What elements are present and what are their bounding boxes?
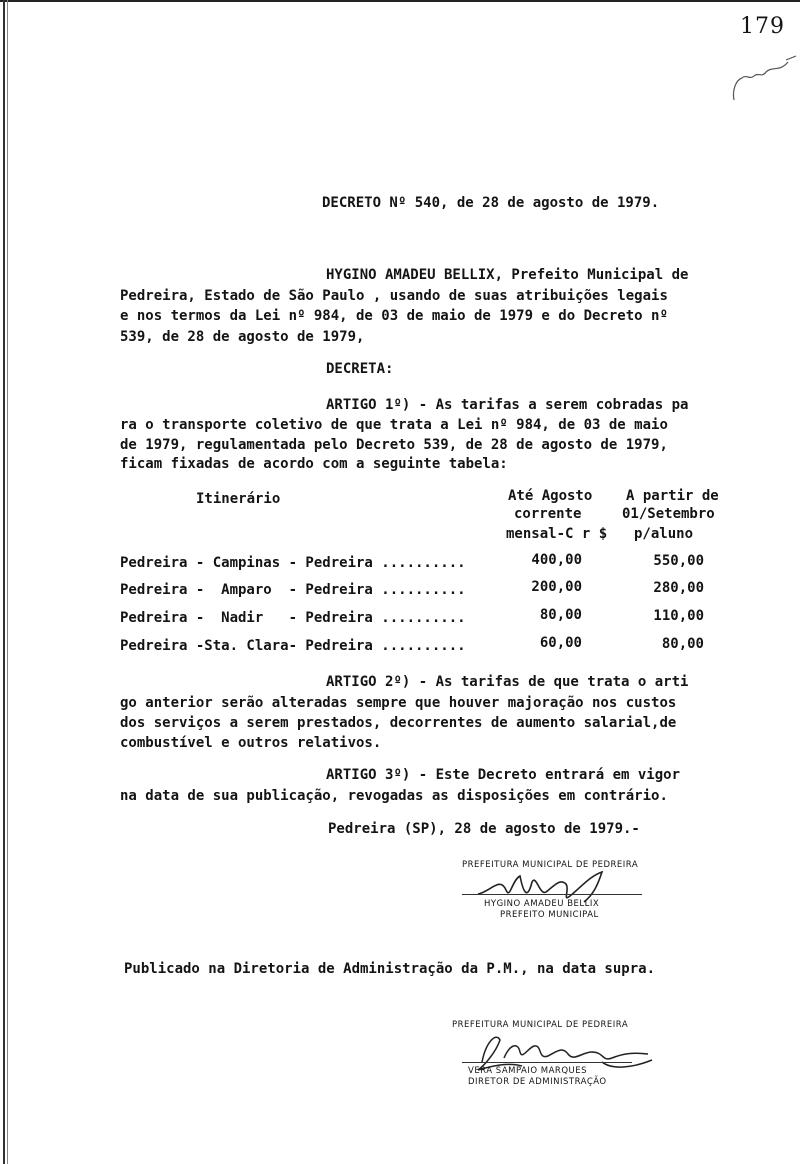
artigo3-line-2: na data de sua publicação, revogadas as disposições em contrário. (120, 788, 668, 804)
stamp-role: PREFEITO MUNICIPAL (500, 910, 599, 920)
preamble-line-4: 539, de 28 de agosto de 1979, (120, 329, 365, 345)
signature-line (462, 1062, 632, 1063)
stamp-role: DIRETOR DE ADMINISTRAÇÃO (468, 1077, 607, 1087)
place-date: Pedreira (SP), 28 de agosto de 1979.- (328, 821, 640, 837)
preamble-line-3: e nos termos da Lei nº 984, de 03 de maio de 1979 e do Decreto nº (120, 308, 668, 324)
stamp-top-text: PREFEITURA MUNICIPAL DE PEDREIRA (462, 860, 639, 870)
stamp-name: HYGINO AMADEU BELLIX (484, 899, 600, 909)
table-row-apartir: 80,00 (661, 636, 704, 652)
artigo1-line-1: ARTIGO 1º) - As tarifas a serem cobradas pa (326, 397, 689, 413)
artigo2-line-2: go anterior serão alteradas sempre que houver majoração nos custos (120, 695, 677, 711)
scan-top-edge (0, 0, 800, 2)
table-header-ate-1: Até Agosto (508, 488, 593, 504)
signature-line (462, 894, 642, 895)
table-row-ate: 200,00 (531, 579, 582, 595)
table-row-ate: 80,00 (539, 607, 582, 623)
artigo1-line-4: ficam fixadas de acordo com a seguinte tabela: (120, 456, 508, 472)
preamble-line-2: Pedreira, Estado de São Paulo , usando de suas atribuições legais (120, 288, 668, 304)
table-row-route: Pedreira - Amparo - Pedreira .......... (120, 582, 466, 598)
table-header-ate-3: mensal-C r $ (506, 526, 608, 542)
artigo2-line-1: ARTIGO 2º) - As tarifas de que trata o arti (326, 674, 689, 690)
decreta-heading: DECRETA: (326, 361, 394, 377)
table-row-apartir: 110,00 (653, 608, 704, 624)
table-header-apartir-1: A partir de (626, 488, 719, 504)
table-header-apartir-3: p/aluno (634, 526, 694, 542)
page-initials-mark (728, 50, 798, 110)
table-row-apartir: 280,00 (653, 580, 704, 596)
scan-left-edge-inner (7, 0, 8, 1164)
artigo1-line-3: de 1979, regulamentada pelo Decreto 539, de 28 de agosto de 1979, (120, 437, 668, 453)
table-row-ate: 400,00 (531, 552, 582, 568)
preamble-line-1: HYGINO AMADEU BELLIX, Prefeito Municipal de (326, 267, 689, 283)
table-row-route: Pedreira - Nadir - Pedreira .......... (120, 610, 466, 626)
table-header-ate-2: corrente (514, 506, 582, 522)
artigo1-line-2: ra o transporte coletivo de que trata a Lei nº 984, de 03 de maio (120, 417, 668, 433)
publication-note: Publicado na Diretoria de Administração da P.M., na data supra. (124, 961, 656, 977)
table-row-apartir: 550,00 (653, 553, 704, 569)
artigo2-line-4: combustível e outros relativos. (120, 735, 382, 751)
table-row-route: Pedreira -Sta. Clara- Pedreira .......... (120, 638, 466, 654)
decree-title: DECRETO Nº 540, de 28 de agosto de 1979. (322, 195, 660, 211)
table-header-apartir-2: 01/Setembro (622, 506, 715, 522)
table-header-itinerario: Itinerário (196, 491, 281, 507)
stamp-name: VERA SAMPAIO MARQUES (468, 1066, 587, 1076)
stamp-top-text: PREFEITURA MUNICIPAL DE PEDREIRA (452, 1020, 629, 1030)
page-number: 179 (740, 14, 785, 39)
table-row-ate: 60,00 (539, 635, 582, 651)
table-row-route: Pedreira - Campinas - Pedreira .......... (120, 555, 466, 571)
artigo2-line-3: dos serviços a serem prestados, decorrentes de aumento salarial,de (120, 715, 677, 731)
artigo3-line-1: ARTIGO 3º) - Este Decreto entrará em vigor (326, 767, 681, 783)
scan-left-edge (3, 0, 5, 1164)
